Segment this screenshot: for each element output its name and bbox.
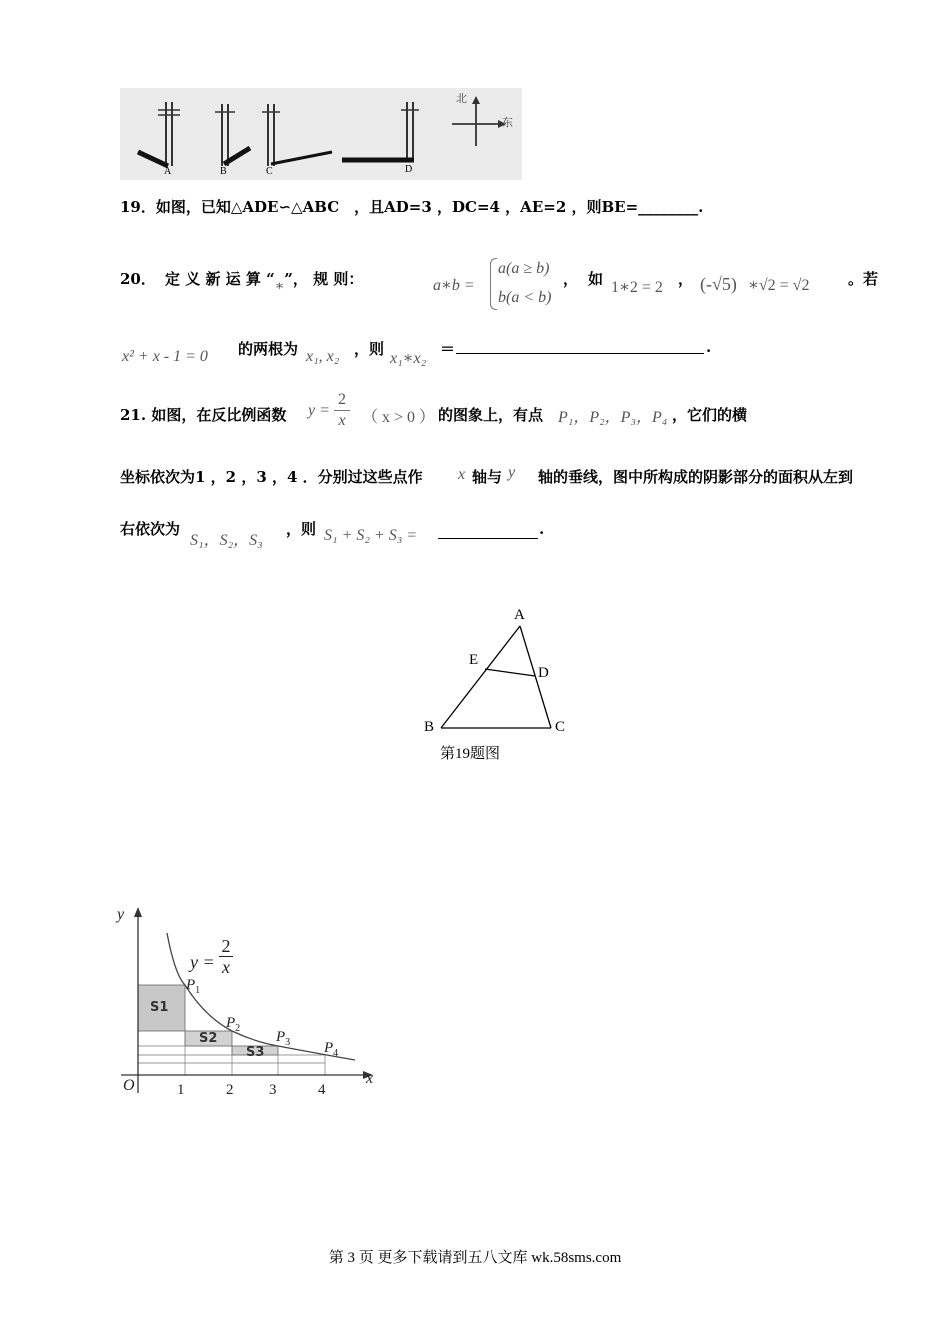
graph-func-fraction	[219, 936, 233, 977]
shadow-figure	[120, 88, 522, 180]
point-label-p3-sub: 3	[285, 1037, 291, 1048]
q20-roots: x₁, x₂	[306, 348, 340, 365]
q20-end: 。若	[848, 270, 879, 288]
triangle-side-ab	[441, 626, 520, 728]
q21-fraction-denominator: x	[338, 412, 346, 429]
triangle-label-e: E	[469, 652, 479, 668]
q20-example-2-left: (-√5)	[700, 274, 737, 294]
q20-example-1: 1∗2 = 2	[611, 279, 663, 296]
region-label-s2: S2	[199, 1031, 218, 1046]
q20-piecewise-brace	[490, 258, 497, 310]
graph-origin-label: O	[123, 1077, 135, 1094]
point-label-p4-sub: 4	[333, 1048, 339, 1059]
q21-line2-b: 轴与	[472, 468, 503, 486]
x-tick-2: 2	[226, 1082, 234, 1098]
compass-east-label: 东	[502, 116, 513, 129]
x-tick-4: 4	[318, 1082, 326, 1098]
q21-s-list: S₁，S₂，S₃	[190, 532, 263, 549]
graph-func-y: y =	[190, 952, 215, 972]
y-axis-arrow	[134, 907, 142, 917]
graph-func-numerator: 2	[221, 936, 231, 956]
triangle-segment-ed	[485, 669, 535, 676]
q20-comma-2: ，	[678, 270, 694, 288]
graph-x-axis-label: x	[366, 1070, 374, 1087]
pole-label-d: D	[405, 164, 413, 175]
x-tick-1: 1	[177, 1082, 185, 1098]
q21-points: P₁，P₂，P₃，P₄	[558, 409, 668, 426]
q20-equation: x² + x - 1 = 0	[122, 348, 208, 365]
q21-s-sum: S₁ + S₂ + S₃ =	[324, 527, 418, 544]
q21-y-var: y	[508, 464, 516, 481]
point-label-p4-base: P	[324, 1040, 334, 1056]
point-label-p2-base: P	[226, 1015, 236, 1031]
triangle-label-d: D	[538, 665, 549, 681]
region-label-s1: S1	[150, 1000, 169, 1015]
point-label-p4	[324, 1040, 338, 1059]
point-label-p1	[186, 977, 200, 996]
triangle-label-c: C	[555, 719, 566, 735]
q21-fraction-numerator: 2	[338, 391, 346, 408]
q21-line1-c: ，它们的横	[672, 406, 748, 424]
q21-func-y: y =	[308, 402, 330, 419]
q21-line2-a: 坐标依次为1 ，2 ，3 ，4 ．分别过这些点作	[120, 468, 423, 486]
q20-expression: x₁∗x₂	[390, 350, 427, 367]
q20-comma-1: ，	[563, 270, 579, 288]
pole-c	[262, 104, 332, 166]
pole-d	[342, 102, 419, 160]
triangle-caption: 第19题图	[440, 746, 501, 762]
point-label-p1-base: P	[186, 977, 196, 993]
q20-case-1: a(a ≥ b)	[498, 260, 550, 277]
graph-y-axis-label: y	[117, 906, 125, 923]
compass-north-label: 北	[456, 92, 467, 105]
x-tick-3: 3	[269, 1082, 277, 1098]
question-20-number: 20．	[120, 270, 156, 288]
q21-period: .	[539, 520, 545, 538]
q21-line3-b: ，则	[286, 520, 317, 538]
q20-intro-text: 定 义 新 运 算 “	[165, 270, 275, 288]
point-label-p3	[276, 1029, 290, 1048]
q20-star-symbol: ∗	[274, 279, 285, 294]
pole-b	[215, 104, 250, 166]
point-label-p1-sub: 1	[195, 985, 201, 996]
q21-condition: （ x > 0 ）	[362, 409, 436, 426]
triangle-figure	[418, 604, 578, 744]
question-19: 19．如图，已知△ADE∽△ABC ，且AD=3 ，DC=4 ，AE=2 ，则BE=________.	[120, 198, 704, 216]
point-label-p3-base: P	[276, 1029, 286, 1045]
q21-line1-b: 的图象上，有点	[438, 406, 544, 424]
pole-label-b: B	[220, 166, 227, 177]
region-label-s3: S3	[246, 1045, 265, 1060]
q20-example-2-right: ∗√2 = √2	[748, 277, 810, 294]
triangle-label-b: B	[424, 719, 435, 735]
q21-x-var: x	[458, 466, 466, 483]
q20-intro-text-2: ”， 规 则：	[284, 270, 364, 288]
q20-then: ，则	[354, 340, 385, 358]
question-20-intro	[165, 268, 364, 294]
pole-label-c: C	[266, 166, 273, 177]
triangle-label-a: A	[514, 607, 525, 623]
q20-answer-blank[interactable]	[456, 352, 704, 354]
point-label-p2-sub: 2	[235, 1023, 241, 1034]
q20-case-2: b(a < b)	[498, 289, 552, 306]
q21-line3-a: 右依次为	[120, 520, 181, 538]
q20-def-lhs: a∗b =	[433, 277, 475, 294]
q21-answer-blank[interactable]	[438, 537, 538, 539]
point-label-p2	[226, 1015, 240, 1034]
q20-roots-text: 的两根为	[238, 340, 299, 358]
q21-line2-c: 轴的垂线，图中所构成的阴影部分的面积从左到	[538, 468, 854, 486]
q21-line1-a: 21. 如图，在反比例函数	[120, 406, 287, 424]
q20-ru: 如	[588, 270, 604, 288]
q21-fraction	[334, 390, 350, 431]
graph-func-denominator: x	[222, 957, 230, 977]
page-footer: 第 3 页 更多下载请到五八文库 wk.58sms.com	[328, 1250, 622, 1266]
pole-label-a: A	[164, 166, 172, 177]
q20-period: .	[706, 338, 712, 356]
pole-a	[138, 102, 180, 166]
q20-equals: ＝	[440, 340, 456, 358]
